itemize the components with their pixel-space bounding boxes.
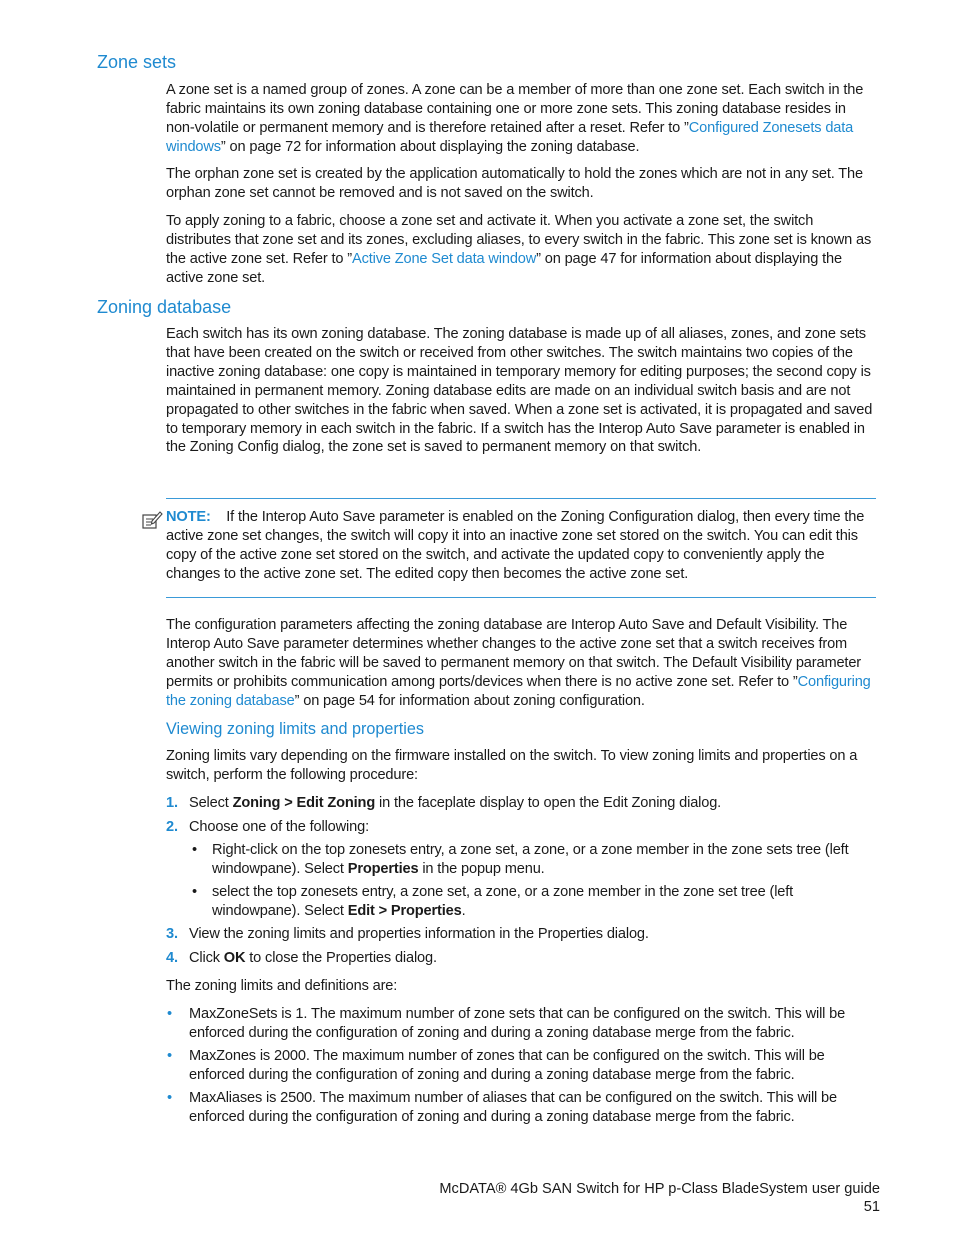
substep-item [189, 841, 879, 879]
procedure-step-3 [166, 925, 878, 944]
limits-item-max-zones [166, 1047, 878, 1085]
page-number: 51 [863, 1199, 880, 1215]
limits-item-max-zone-sets [166, 1005, 878, 1043]
limits-item-max-aliases [166, 1089, 878, 1127]
step-text: View the zoning limits and properties information in the Properties dialog. [189, 926, 649, 942]
procedure-steps-1-2 [166, 794, 878, 813]
step-text: Choose one of the following: [189, 819, 369, 835]
note-block [166, 508, 878, 584]
step-number: 1. [166, 795, 178, 811]
limit-text: MaxZones is 2000. The maximum number of zones that can be configured on the switch. This will be enforced during the configuration of zoning and during a zoning database merge from the fabric. [189, 1048, 825, 1083]
footer-title: McDATA® 4Gb SAN Switch for HP p-Class BladeSystem user guide [439, 1181, 880, 1197]
text-run: select the top zonesets entry, a zone set, a zone, or a zone member in the zone set tree (left windowpane). Select [212, 884, 794, 919]
text-run: in the faceplate display to open the Edit Zoning dialog. [375, 795, 722, 811]
text-run: to close the Properties dialog. [245, 950, 437, 966]
limit-item [166, 1005, 878, 1043]
limit-text: MaxZoneSets is 1. The maximum number of zone sets that can be configured on the switch. This will be enforced during the configuration of zoning and during a zoning database merge from the fabric. [189, 1006, 846, 1041]
procedure-step [166, 925, 878, 944]
text-run: To apply zoning to a fabric, choose a zone set and activate it. When you activate a zone set, the switch distributes that zone set and its zones, excluding aliases, to every switch in the fabric. This zone set is known as the active zone set. Refer to ” [166, 213, 872, 267]
substep-text [189, 841, 879, 879]
substep-text [189, 883, 879, 921]
procedure-step [166, 949, 878, 968]
step-number: 3. [166, 926, 178, 942]
note-label: NOTE: [166, 509, 211, 525]
limit-item [166, 1047, 878, 1085]
procedure-step-4 [166, 949, 878, 968]
substep-item [189, 883, 879, 921]
viewing-limits-intro: Zoning limits vary depending on the firmware installed on the switch. To view zoning limits and properties on a switch, perform the following procedure: [166, 748, 858, 783]
bullet-marker: • [167, 1090, 172, 1106]
zone-sets-paragraph-2: The orphan zone set is created by the application automatically to hold the zones which are not in any set. The orphan zone set cannot be removed and is not saved on the switch. [166, 166, 863, 201]
note-bottom-rule [166, 597, 876, 598]
substep-2 [189, 883, 879, 921]
note-top-rule [166, 498, 876, 499]
zoning-database-paragraph-2 [166, 616, 878, 711]
text-run: . [461, 902, 466, 919]
zoning-database-paragraph-1: Each switch has its own zoning database. The zoning database is made up of all aliases, zones, and zone sets that have been created on the switch or received from other switches. The switch maintains two copies of the inactive zoning database: one copy is maintained in temporary memory for editing purposes; the second copy is maintained in permanent memory. Zoning database edits are made on an individual switch basis and are not propagated to other switches in the fabric when saved. When a zone set is activated, it is propagated and saved to temporary memory in each switch in the fabric. If a switch has the Interop Auto Save parameter is enabled in the Zoning Config dialog, the zone set is saved to permanent memory on that switch. [166, 326, 873, 456]
text-run: ” on page 47 for information about displaying the active zone set. [166, 250, 842, 286]
note-pencil-icon [141, 510, 163, 530]
link-configuring-the-zoning-database[interactable]: Configuring the zoning database [166, 673, 871, 709]
heading-zoning-database: Zoning database [97, 297, 232, 317]
text-run: The configuration parameters affecting the zoning database are Interop Auto Save and Default Visibility. The Interop Auto Save parameter determines whether changes to the active zone set that a switch receives from another switch in the fabric will be saved to permanent memory on that switch. The Default Visibility parameter permits or prohibits communication among ports/devices when there is no active zone set. Refer to ” [166, 617, 861, 690]
text-run: Right-click on the top zonesets entry, a zone set, a zone, or a zone member in the zone sets tree (left windowpane). Select [212, 842, 849, 877]
text-run: Click [189, 950, 224, 966]
heading-zone-sets: Zone sets [97, 52, 177, 72]
zone-sets-paragraph-1 [166, 81, 878, 157]
limit-item [166, 1089, 878, 1127]
text-run: A zone set is a named group of zones. A zone can be a member of more than one zone set. Each switch in the fabric maintains its own zoning database containing one or more zone sets. This zoning database resides in non-volatile or permanent memory and is therefore retained after a reset. Refer to ” [166, 82, 864, 136]
bullet-marker: • [192, 842, 197, 858]
step-number: 2. [166, 819, 178, 835]
menu-path-edit-properties: Edit > Properties [347, 902, 462, 919]
text-run: ” on page 54 for information about zoning configuration. [294, 692, 645, 709]
substep-1 [189, 841, 879, 879]
bullet-marker: • [167, 1006, 172, 1022]
procedure-step-2 [166, 818, 878, 837]
menu-path-zoning-edit-zoning: Zoning > Edit Zoning [232, 795, 376, 811]
step-text [166, 949, 878, 968]
procedure-step [166, 818, 878, 837]
menu-item-properties: Properties [347, 860, 419, 877]
link-active-zone-set-data-window[interactable]: Active Zone Set data window [351, 250, 537, 267]
link-configured-zonesets-data-windows[interactable]: Configured Zonesets data windows [166, 119, 854, 155]
heading-viewing-zoning-limits: Viewing zoning limits and properties [166, 720, 424, 738]
button-label-ok: OK [223, 950, 246, 966]
step-number: 4. [166, 950, 178, 966]
limits-intro: The zoning limits and definitions are: [166, 978, 398, 994]
text-run: in the popup menu. [418, 860, 545, 877]
page-footer [420, 1180, 880, 1216]
procedure-step [166, 794, 878, 813]
text-run: ” on page 72 for information about displaying the zoning database. [220, 138, 640, 155]
step-text [166, 794, 878, 813]
bullet-marker: • [167, 1048, 172, 1064]
text-run: Select [189, 795, 233, 811]
zone-sets-paragraph-3 [166, 212, 878, 288]
note-text: If the Interop Auto Save parameter is enabled on the Zoning Configuration dialog, then every time the active zone set changes, the switch will copy it into an inactive zone set stored on the switch. You can edit this copy of the active zone set stored on the switch, and activate the updated copy to conveniently apply the changes to the active zone set. The edited copy then becomes the active zone set. [166, 509, 865, 582]
bullet-marker: • [192, 884, 197, 900]
limit-text: MaxAliases is 2500. The maximum number of aliases that can be configured on the switch. This will be enforced during the configuration of zoning and during a zoning database merge from the fabric. [189, 1090, 837, 1125]
